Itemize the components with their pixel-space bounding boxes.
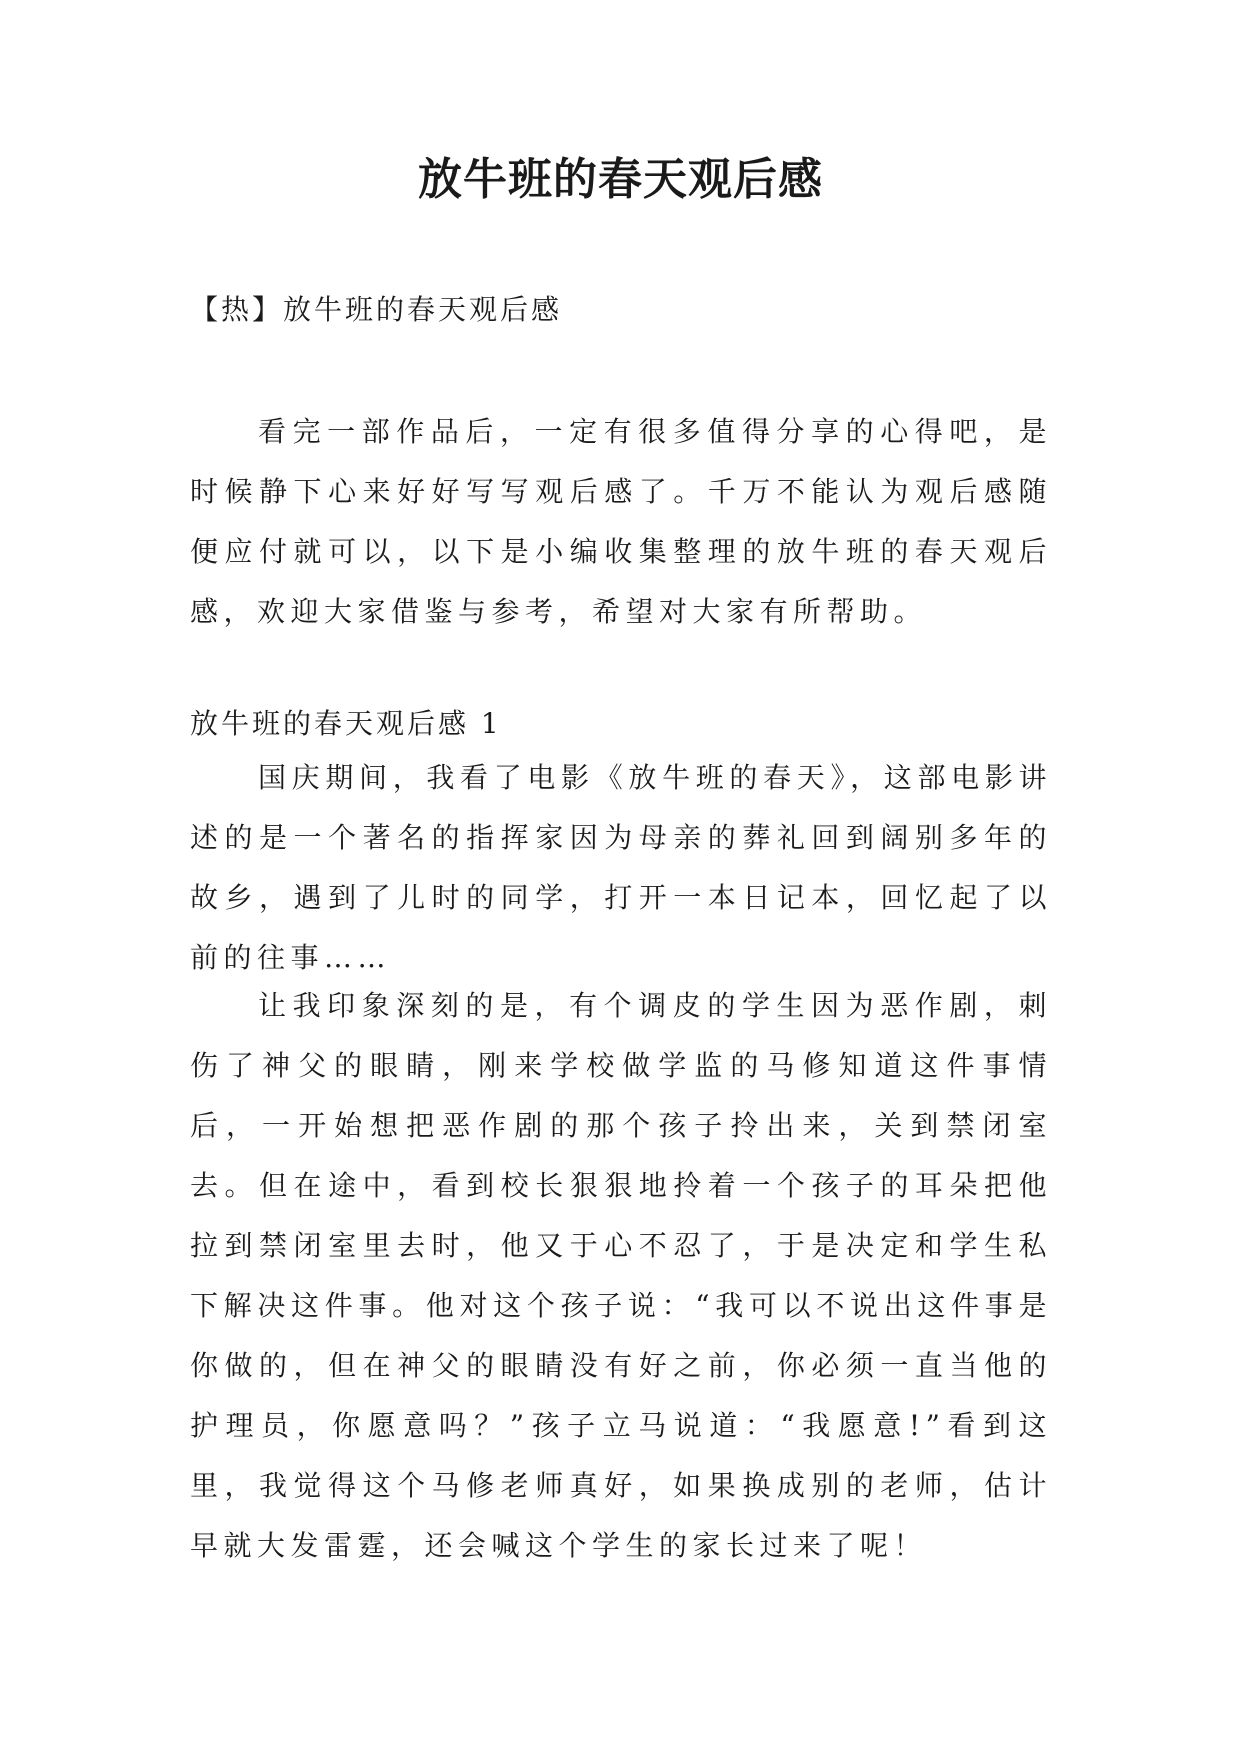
document-subtitle: 【热】放牛班的春天观后感 (190, 293, 563, 326)
section-heading: 放牛班的春天观后感 1 (190, 707, 502, 740)
document-title: 放牛班的春天观后感 (418, 154, 823, 205)
intro-paragraph: 看完一部作品后，一定有很多值得分享的心得吧，是时候静下心来好好写写观后感了。千万不能认为观后感随便应付就可以，以下是小编收集整理的放牛班的春天观后感，欢迎大家借鉴与参考，希望对大家有所帮助。 (190, 415, 1052, 628)
body-paragraph: 国庆期间，我看了电影《放牛班的春天》，这部电影讲述的是一个著名的指挥家因为母亲的葬礼回到阔别多年的故乡，遇到了儿时的同学，打开一本日记本，回忆起了以前的往事…… (190, 761, 1052, 974)
body-paragraph: 让我印象深刻的是，有个调皮的学生因为恶作剧，刺伤了神父的眼睛，刚来学校做学监的马修知道这件事情后，一开始想把恶作剧的那个孩子拎出来，关到禁闭室去。但在途中，看到校长狠狠地拎着一个孩子的耳朵把他拉到禁闭室里去时，他又于心不忍了，于是决定和学生私下解决这件事。他对这个孩子说：“我可以不说出这件事是你做的，但在神父的眼睛没有好之前，你必须一直当他的护理员，你愿意吗？”孩子立马说道：“我愿意!”看到这里，我觉得这个马修老师真好，如果换成别的老师，估计早就大发雷霆，还会喊这个学生的家长过来了呢！ (190, 989, 1052, 1562)
